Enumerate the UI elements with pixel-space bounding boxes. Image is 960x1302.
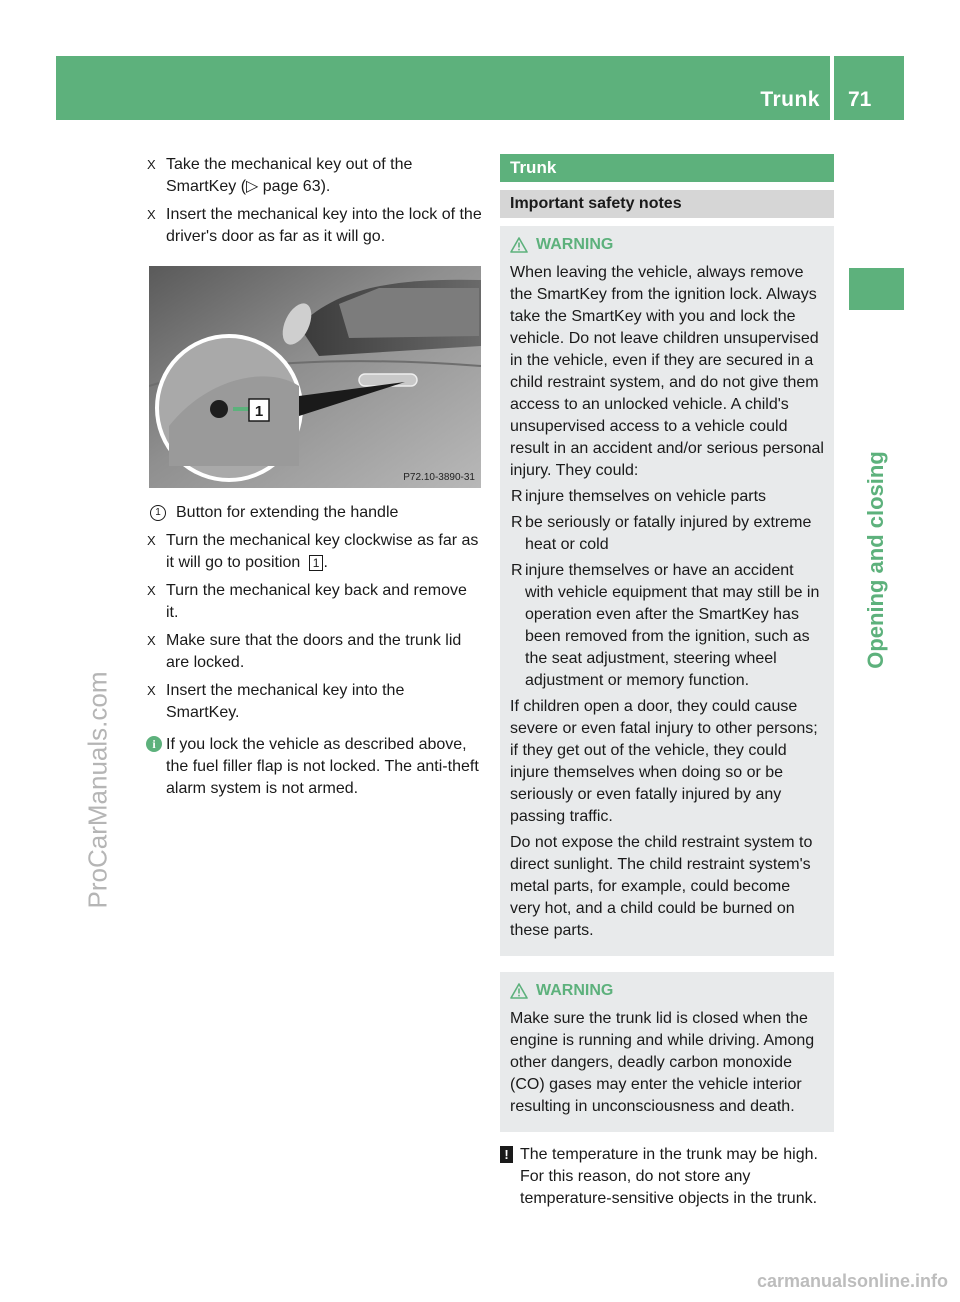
bullet-marker: R [511,514,523,531]
caption-text: Button for extending the handle [176,504,399,521]
warning-label: WARNING [536,982,614,999]
warning-paragraph: If children open a door, they could cause severe or even fatal injury to other persons; if they get out of the vehicle, they could injure themselves when doing so or be seriously or even fatally injured by any passing traffic. [510,698,818,825]
step-item [146,580,482,624]
header-title: Trunk [760,88,820,111]
side-tab-marker [849,268,904,310]
warning-bullet [510,486,824,508]
warning-box [500,226,834,956]
warning-paragraph: Make sure the trunk lid is closed when the engine is running and while driving. Among other dangers, deadly carbon monoxide (CO) gases may enter the vehicle interior resulting in unconsciousness and death. [510,1010,815,1115]
bullet-marker: R [511,488,523,505]
step-arrow-icon: X [147,633,156,648]
bullet-text: injure themselves on vehicle parts [525,488,767,505]
door-handle-figure [149,266,481,488]
step-text: Turn the mechanical key back and remove it. [166,582,467,621]
info-note [146,734,482,800]
bullet-text: be seriously or fatally injured by extreme heat or cold [525,514,812,553]
step-arrow-icon: X [147,207,156,222]
step-arrow-icon: X [147,157,156,172]
side-section-label: Opening and closing [863,451,888,669]
step-text: Make sure that the doors and the trunk lid are locked. [166,632,462,671]
warning-header [510,234,824,256]
warning-box [500,972,834,1132]
car-door-illustration [149,266,481,488]
info-icon: i [146,736,162,752]
step-item [146,630,482,674]
position-ref: 1 [309,555,324,571]
bullet-marker: R [511,562,523,579]
warning-header [510,980,824,1002]
step-text: Insert the mechanical key into the lock of the driver's door as far as it will go. [166,206,482,245]
warning-label: WARNING [536,236,614,253]
warning-triangle-icon [510,237,528,253]
step-suffix: . [323,554,328,571]
warning-triangle-icon [510,983,528,999]
exclamation-icon: ! [500,1146,513,1163]
right-column [500,154,834,1210]
step-text: Insert the mechanical key into the SmartKey. [166,682,405,721]
step-item [146,154,482,198]
notice-note [500,1144,834,1210]
warning-bullet [510,560,824,692]
warning-paragraph: Do not expose the child restraint system to direct sunlight. The child restraint system's metal parts, for example, could become very hot, and a child could be burned on these parts. [510,834,813,939]
step-arrow-icon: X [147,583,156,598]
step-text: Turn the mechanical key clockwise as far as it will go to position [166,532,479,571]
subsection-title: Important safety notes [500,190,834,218]
watermark-left: ProCarManuals.com [82,671,113,909]
step-text: Take the mechanical key out of the SmartKey (▷ page 63). [166,156,413,195]
step-arrow-icon: X [147,683,156,698]
step-item [146,680,482,724]
bullet-text: injure themselves or have an accident with vehicle equipment that may still be in operation even after the SmartKey has been removed from the ignition, such as the seat adjustment, steering wheel adjustment or memory function. [525,562,820,689]
left-column [146,154,482,800]
section-title: Trunk [500,154,834,182]
figure-callout: 1 [254,403,264,420]
notice-text: The temperature in the trunk may be high. For this reason, do not store any temperature-sensitive objects in the trunk. [520,1146,818,1207]
page-number: 71 [848,88,872,111]
warning-paragraph: When leaving the vehicle, always remove the SmartKey from the ignition lock. Always take the SmartKey with you and lock the vehicle. Do not leave children unsupervised in the vehicle, even if they are secured in a child restraint system, and do not give them access to an unlocked vehicle. A child's unsupervised access to a vehicle could result in an accident and/or serious personal injury. They could: [510,264,824,479]
step-arrow-icon: X [147,533,156,548]
figure-caption [146,502,482,524]
figure-reference: P72.10-3890-31 [403,472,475,483]
caption-number: 1 [150,505,166,521]
warning-bullet [510,512,824,556]
header-separator [830,56,834,120]
watermark-bottom: carmanualsonline.info [756,1271,948,1291]
step-item [146,204,482,248]
info-text: If you lock the vehicle as described above, the fuel filler flap is not locked. The anti-theft alarm system is not armed. [166,736,479,797]
step-item [146,530,482,574]
